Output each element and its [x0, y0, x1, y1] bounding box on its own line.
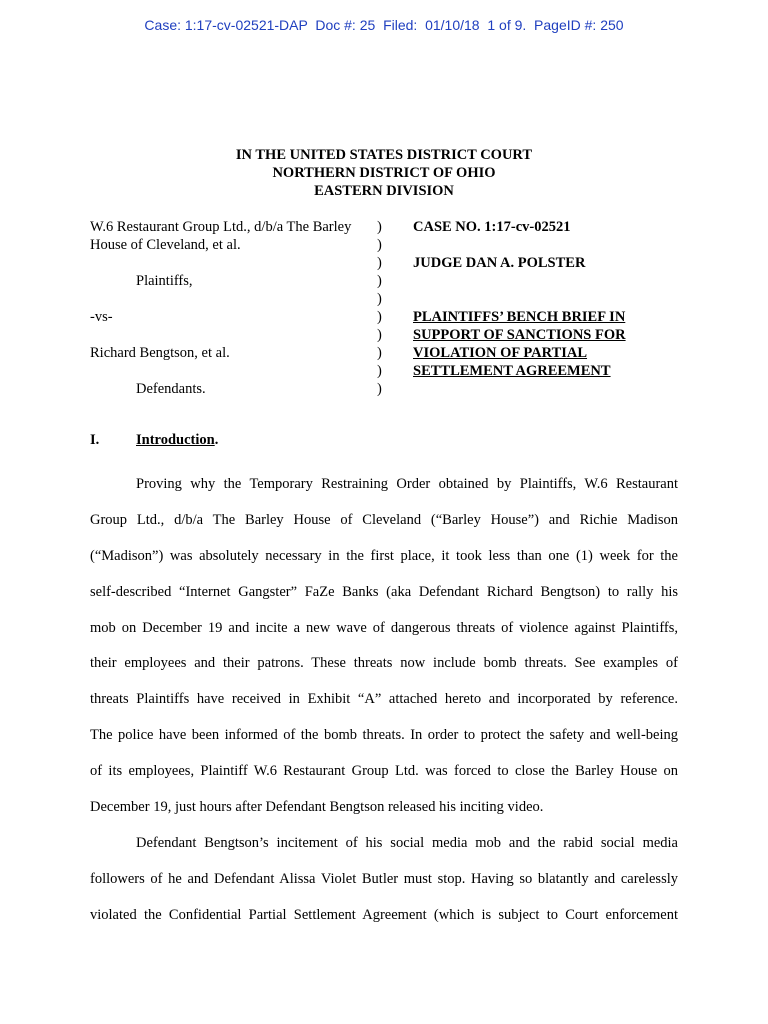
- caption-paren: ): [377, 291, 382, 307]
- court-title: [0, 146, 768, 200]
- document-body: [90, 467, 678, 934]
- court-title-line-2: NORTHERN DISTRICT OF OHIO: [272, 165, 496, 181]
- caption-paren: ): [377, 327, 382, 343]
- body-line: followers of he and Defendant Alissa Violet Butler must stop. Having so blatantly and carelessly: [90, 870, 678, 887]
- ecf-header-stamp: Case: 1:17-cv-02521-DAP Doc #: 25 Filed: 01/10/18 1 of 9. PageID #: 250: [144, 17, 624, 33]
- caption-paren: ): [377, 381, 382, 397]
- caption-blank-line: [90, 362, 380, 380]
- body-line: December 19, just hours after Defendant Bengtson released his inciting video.: [90, 799, 544, 816]
- defendant-name: Richard Bengtson, et al.: [90, 345, 230, 361]
- caption-blank-line: [90, 326, 380, 344]
- caption-blank-line: [90, 254, 380, 272]
- case-number: CASE NO. 1:17-cv-02521: [413, 219, 571, 235]
- versus-label: -vs-: [90, 309, 113, 325]
- body-line: The police have been informed of the bomb threats. In order to protect the safety and well-being: [90, 727, 678, 744]
- plaintiff-name-line-2: House of Cleveland, et al.: [90, 237, 241, 253]
- court-title-line-1: IN THE UNITED STATES DISTRICT COURT: [235, 147, 533, 163]
- section-title-period: .: [214, 432, 219, 448]
- caption-paren: ): [377, 363, 382, 379]
- body-line: violated the Confidential Partial Settlement Agreement (which is subject to Court enforcement: [90, 906, 678, 923]
- brief-title-line-2: SUPPORT OF SANCTIONS FOR: [413, 327, 626, 343]
- caption-blank-line: [90, 290, 380, 308]
- paragraph-1: [90, 467, 678, 826]
- caption-case-info: [413, 218, 683, 380]
- brief-title-line-3: VIOLATION OF PARTIAL: [413, 345, 588, 361]
- caption-parties: [90, 218, 380, 398]
- body-line: (“Madison”) was absolutely necessary in the first place, it took less than one (1) week for the: [90, 547, 678, 564]
- body-line: Proving why the Temporary Restraining Order obtained by Plaintiffs, W.6 Restaurant: [136, 476, 678, 492]
- body-line: Group Ltd., d/b/a The Barley House of Cleveland (“Barley House”) and Richie Madison: [90, 511, 678, 528]
- brief-title-line-1: PLAINTIFFS’ BENCH BRIEF IN: [413, 309, 626, 325]
- section-title: Introduction: [136, 432, 215, 448]
- body-line: of its employees, Plaintiff W.6 Restaurant Group Ltd. was forced to close the Barley House on: [90, 763, 678, 780]
- body-line: self-described “Internet Gangster” FaZe Banks (aka Defendant Richard Bengtson) to rally his: [90, 583, 678, 600]
- body-line: mob on December 19 and incite a new wave of dangerous threats of violence against Plaintiffs,: [90, 619, 678, 636]
- brief-title-line-4: SETTLEMENT AGREEMENT: [413, 363, 611, 379]
- section-heading: [90, 432, 218, 449]
- caption-paren: ): [377, 219, 382, 235]
- body-line: their employees and their patrons. These threats now include bomb threats. See examples of: [90, 655, 678, 672]
- judge-name: JUDGE DAN A. POLSTER: [413, 255, 586, 271]
- court-title-line-3: EASTERN DIVISION: [314, 183, 454, 199]
- caption-paren: ): [377, 345, 382, 361]
- caption-parentheses: [377, 218, 389, 398]
- body-line: threats Plaintiffs have received in Exhibit “A” attached hereto and incorporated by reference.: [90, 691, 678, 708]
- caption-paren: ): [377, 273, 382, 289]
- caption-paren: ): [377, 255, 382, 271]
- plaintiff-name-line-1: W.6 Restaurant Group Ltd., d/b/a The Barley: [90, 219, 352, 235]
- defendants-label: Defendants.: [136, 381, 206, 397]
- paragraph-2: [90, 826, 678, 934]
- body-line: Defendant Bengtson’s incitement of his social media mob and the rabid social media: [136, 834, 678, 851]
- plaintiffs-label: Plaintiffs,: [136, 273, 193, 289]
- caption-paren: ): [377, 309, 382, 325]
- section-number: I.: [90, 432, 100, 448]
- caption-paren: ): [377, 237, 382, 253]
